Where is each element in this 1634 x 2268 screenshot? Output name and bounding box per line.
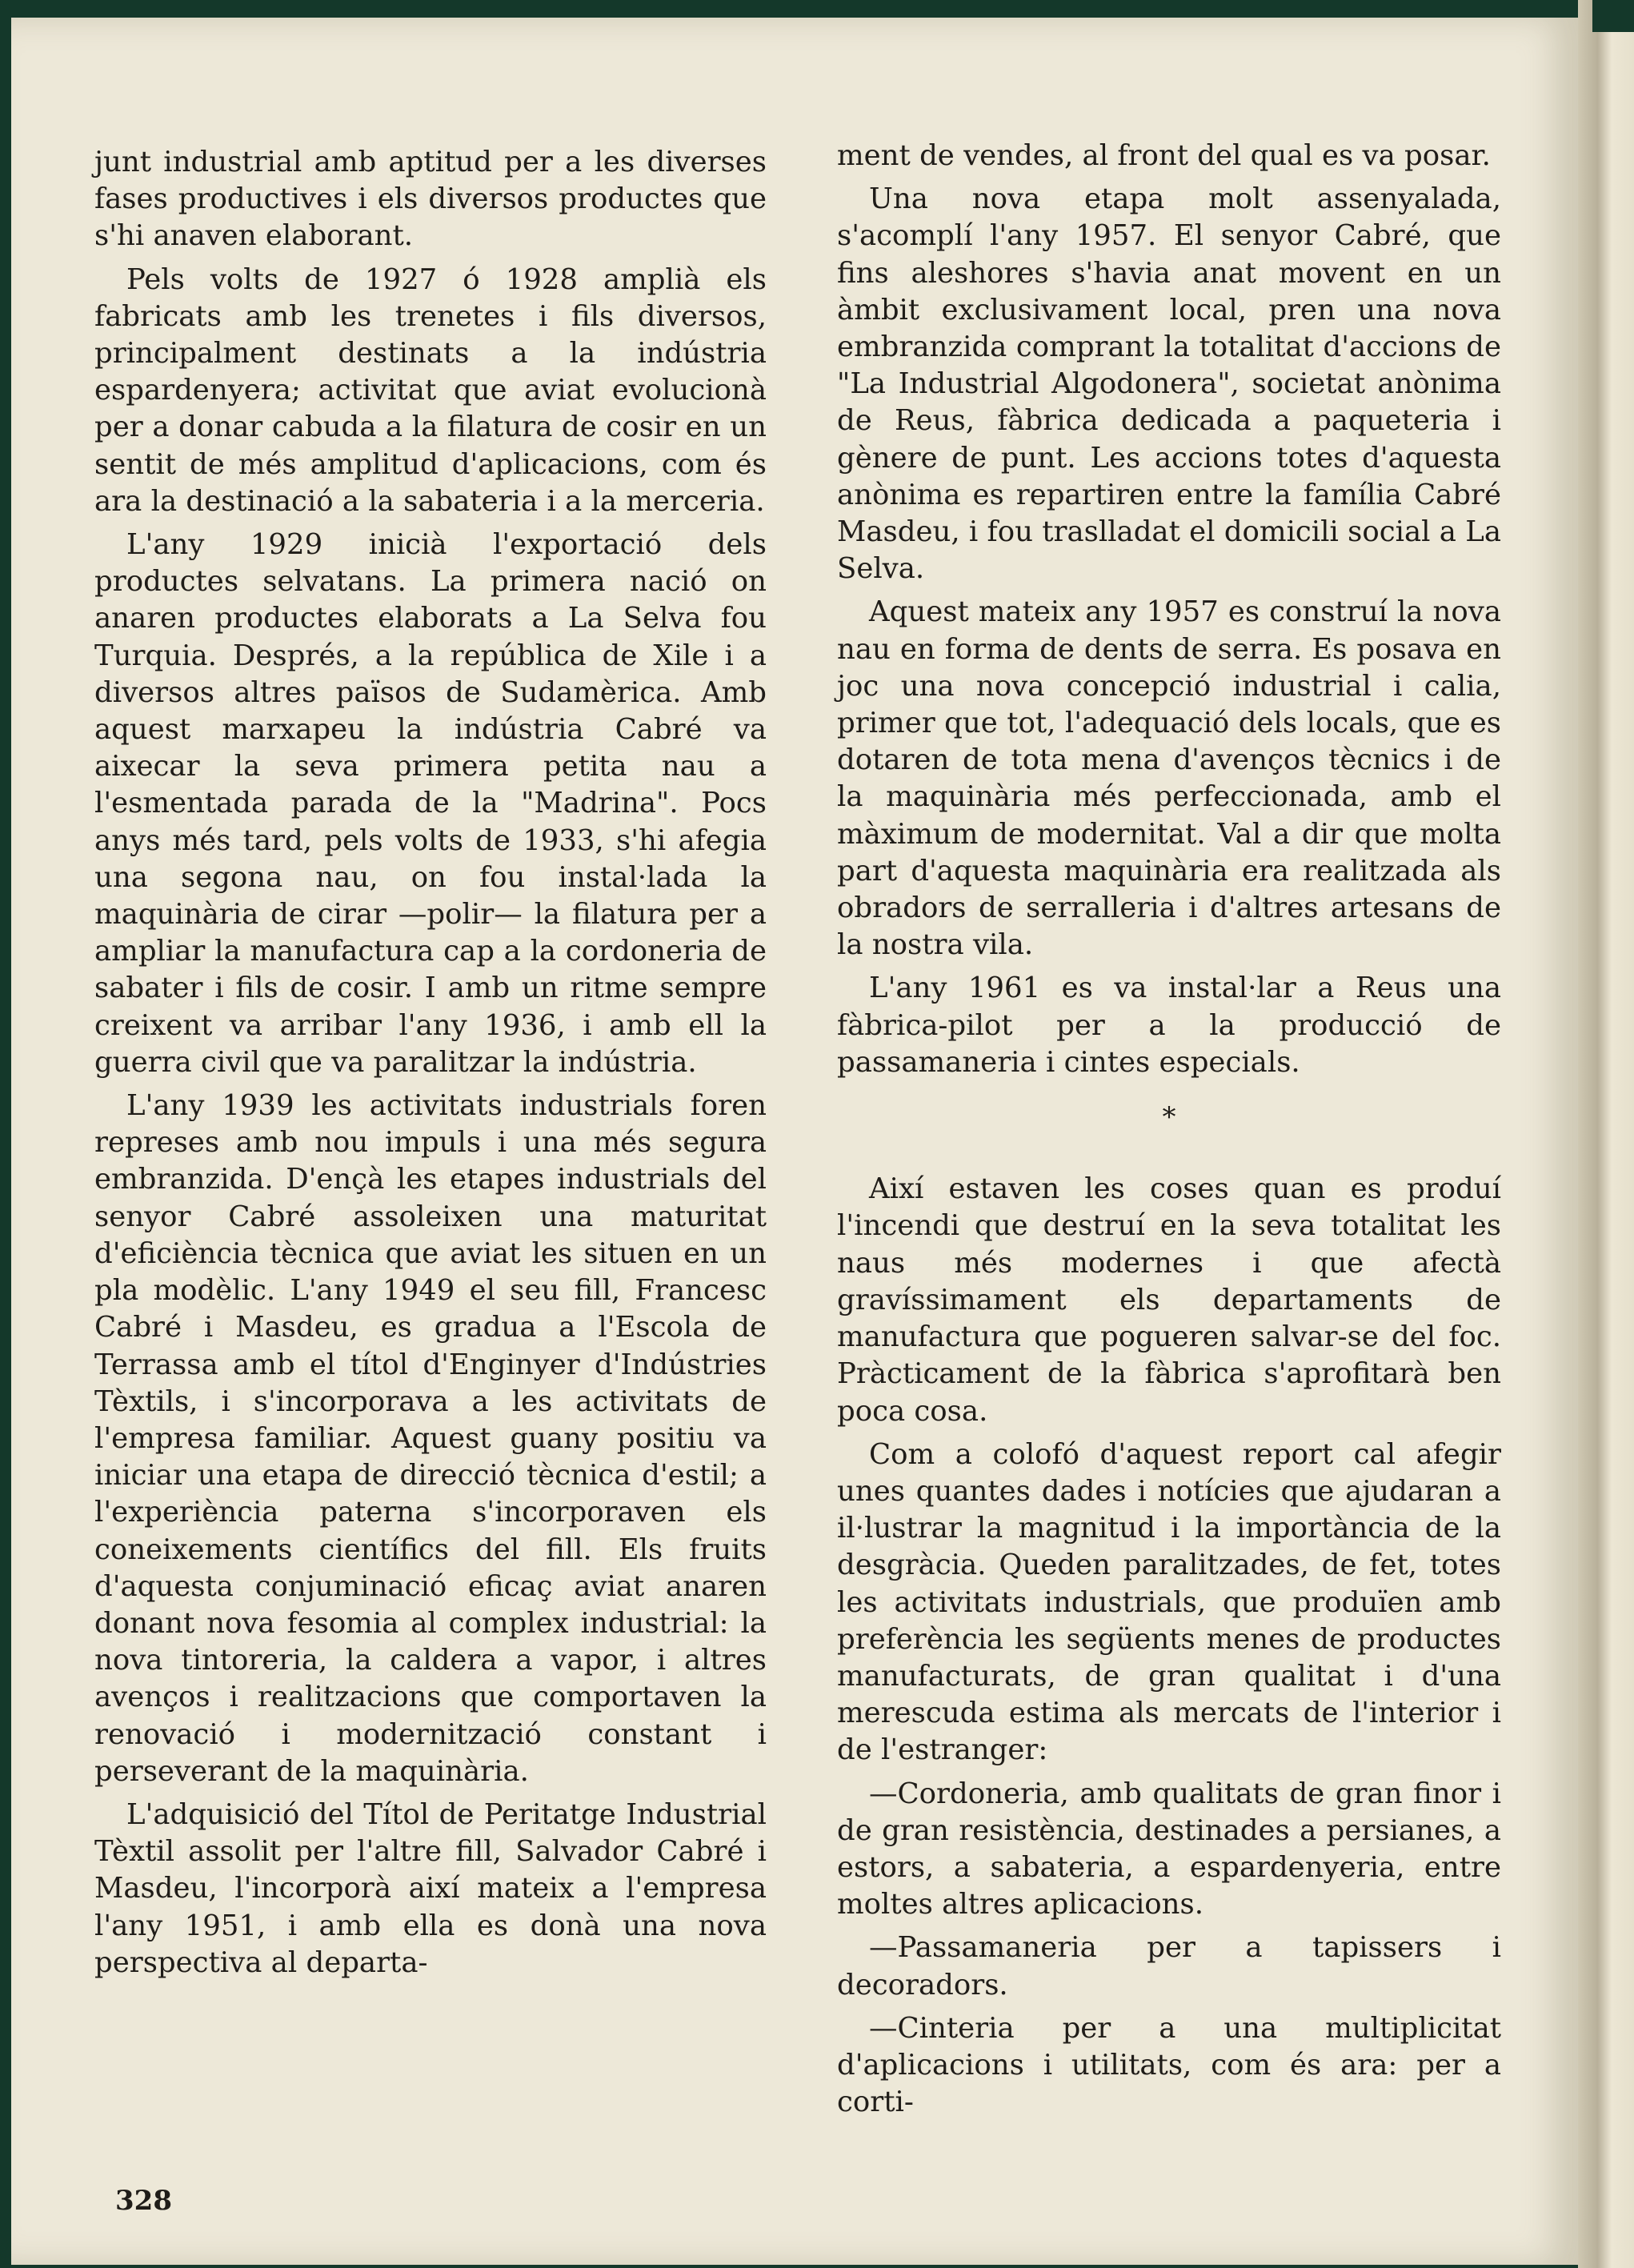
page-number: 328 (115, 2185, 172, 2217)
section-separator: * (1162, 1101, 1176, 1134)
left-paragraph-1: junt industrial amb aptitud per a les diverses fases productives i els diversos productes que s'hi anaven elaborant. (94, 146, 767, 253)
right-paragraph-1: ment de vendes, al front del qual es va posar. (837, 139, 1491, 172)
right-paragraph-2: Una nova etapa molt assenyalada, s'acomplí l'any 1957. El senyor Cabré, que fins aleshores s'havia anat movent en un àmbit exclusivament local, pren una nova embranzida comprant la totalitat d'accions de "La Industrial Algodonera", societat anònima de Reus, fàbrica dedicada a paqueteria i gènere de punt. Les accions totes d'aquesta anònima es repartiren entre la família Cabré Masdeu, i fou traslladat el domicili social a La Selva. (837, 182, 1501, 586)
right-paragraph-3: Aquest mateix any 1957 es construí la nova nau en forma de dents de serra. Es posava en joc una nova concepció industrial i calia, primer que tot, l'adequació dels locals, que es dotaren de tota mena d'avenços tècnics i de la maquinària més perfeccionada, amb el màximum de modernitat. Val a dir que molta part d'aquesta maquinària era realitzada als obradors de serralleria i d'altres artesans de la nostra vila. (837, 595, 1501, 962)
right-paragraph-4: L'any 1961 es va instal·lar a Reus una fàbrica-pilot per a la producció de passamaneria i cintes especials. (837, 972, 1501, 1079)
left-column (94, 144, 767, 1988)
left-paragraph-4: L'any 1939 les activitats industrials foren represes amb nou impuls i una més segura embranzida. D'ençà les etapes industrials del senyor Cabré assoleixen una maturitat d'eficiència tècnica que aviat les situen en un pla modèlic. L'any 1949 el seu fill, Francesc Cabré i Masdeu, es gradua a l'Escola de Terrassa amb el títol d'Enginyer d'Indústries Tèxtils, i s'incorporava a les activitats de l'empresa familiar. Aquest guany positiu va iniciar una etapa de direcció tècnica d'estil; a l'experiència paterna s'incorporaven els coneixements científics del fill. Els fruits d'aquesta conjuminació eficaç aviat anaren donant nova fesomia al complex industrial: la nova tintoreria, la caldera a vapor, i altres avenços i realitzacions que comportaven la renovació i modernització constant i perseverant de la maquinària. (94, 1089, 767, 1788)
left-paragraph-3: L'any 1929 inicià l'exportació dels productes selvatans. La primera nació on anaren productes elaborats a La Selva fou Turquia. Després, a la república de Xile i a diversos altres països de Sudamèrica. Amb aquest marxapeu la indústria Cabré va aixecar la seva primera petita nau a l'esmentada parada de la "Madrina". Pocs anys més tard, pels volts de 1933, s'hi afegia una segona nau, on fou instal·lada la maquinària de cirar —polir— la filatura per a ampliar la manufactura cap a la cordoneria de sabater i fils de cosir. I amb un ritme sempre creixent va arribar l'any 1936, i amb ell la guerra civil que va paralitzar la indústria. (94, 528, 767, 1079)
right-list-item-3: —Cinteria per a una multiplicitat d'aplicacions i utilitats, com és ara: per a corti- (837, 2011, 1501, 2119)
background-corner (1592, 0, 1634, 32)
right-column (837, 138, 1501, 2127)
right-paragraph-5: Així estaven les coses quan es produí l'incendi que destruí en la seva totalitat les naus més modernes i que afectà gravíssimament els departaments de manufactura que pogueren salvar-se del foc. Pràcticament de la fàbrica s'aprofitarà ben poca cosa. (837, 1172, 1501, 1428)
right-paragraph-6: Com a colofó d'aquest report cal afegir unes quantes dades i notícies que ajudaran a il·lustrar la magnitud i la importància de la desgràcia. Queden paralitzades, de fet, totes les activitats industrials, que produïen amb preferència les següents menes de productes manufacturats, de gran qualitat i d'una merescuda estima als mercats de l'interior i de l'estranger: (837, 1437, 1501, 1767)
left-paragraph-5: L'adquisició del Títol de Peritatge Industrial Tèxtil assolit per l'altre fill, Salvador Cabré i Masdeu, l'incorporà així mateix a l'empresa l'any 1951, i amb ella es donà una nova perspectiva al departa- (94, 1797, 767, 1979)
right-list-item-2: —Passamaneria per a tapissers i decoradors. (837, 1931, 1501, 2002)
right-list-item-1: —Cordoneria, amb qualitats de gran finor i de gran resistència, destinades a persianes, a estors, a sabateria, a espardenyeria, entre moltes altres aplicacions. (837, 1777, 1501, 1921)
left-paragraph-2: Pels volts de 1927 ó 1928 amplià els fabricats amb les trenetes i fils diversos, principalment destinats a la indústria espardenyera; activitat que aviat evolucionà per a donar cabuda a la filatura de cosir en un sentit de més amplitud d'aplicacions, com és ara la destinació a la sabateria i a la merceria. (94, 262, 767, 518)
book-spine (1578, 0, 1634, 2268)
